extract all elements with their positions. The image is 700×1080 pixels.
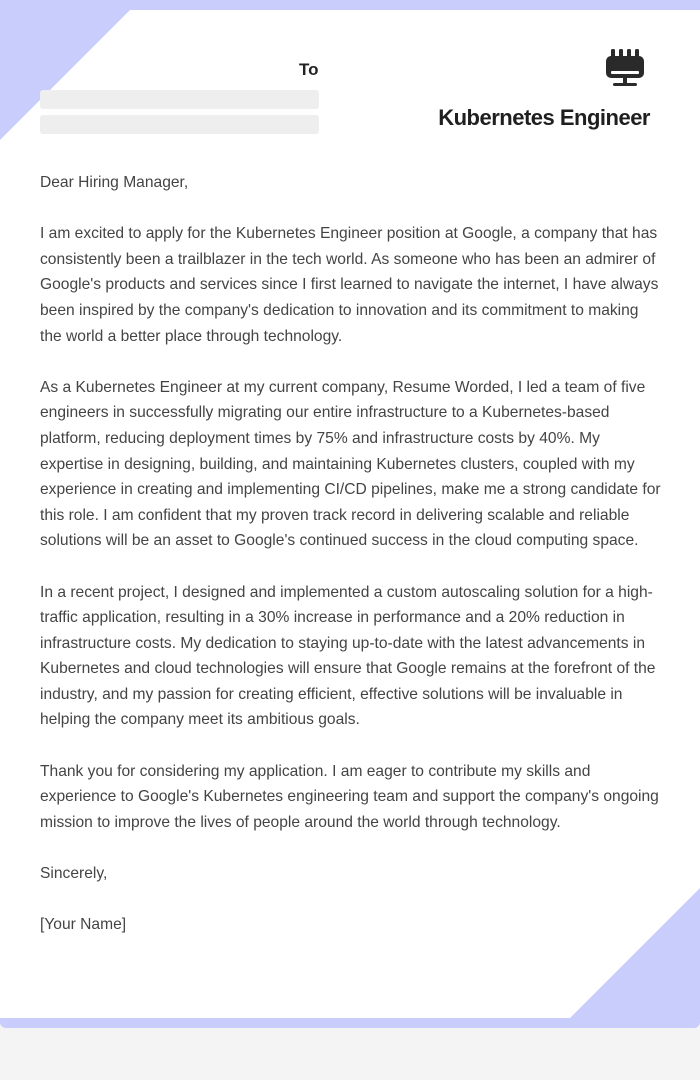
letter-body (40, 170, 662, 963)
letter-paragraph: I am excited to apply for the Kubernetes Engineer position at Google, a company that has consistently been a trailblazer in the tech world. As someone who has been an admirer of Google's products and services since I first learned to navigate the internet, I have always been inspired by the company's dedication to innovation and its commitment to making the world a better place through technology. (40, 225, 659, 345)
recipient-name-placeholder (40, 90, 319, 109)
recipient-to-label: To (299, 60, 319, 79)
letter-paragraph: In a recent project, I designed and implemented a custom autoscaling solution for a high-traffic application, resulting in a 30% increase in performance and a 20% reduction in infrastructure costs. My dedication to staying up-to-date with the latest advancements in Kubernetes and cloud technologies will ensure that Google remains at the forefront of the industry, and my passion for creating efficient, effective solutions will be invaluable in helping the company meet its ambitious goals. (40, 583, 656, 729)
letter-salutation: Dear Hiring Manager, (40, 174, 189, 191)
letter-paragraph: As a Kubernetes Engineer at my current company, Resume Worded, I led a team of five engineers in successfully migrating our entire infrastructure to a Kubernetes-based platform, reducing deployment times by 75% and infrastructure costs by 40%. My expertise in designing, building, and maintaining Kubernetes clusters, coupled with my experience in creating and implementing CI/CD pipelines, make me a strong candidate for this role. I am confident that my proven track record in delivering scalable and reliable solutions will be an asset to Google's continued success in the cloud computing space. (40, 378, 661, 550)
job-title-heading: Kubernetes Engineer (438, 105, 650, 130)
server-rack-icon (603, 44, 647, 88)
letter-paragraph: Thank you for considering my application. I am eager to contribute my skills and experience to Google's Kubernetes engineering team and support the company's ongoing mission to improve the lives of people around the world through technology. (40, 762, 659, 831)
letter-closing: Sincerely, (40, 865, 108, 883)
recipient-address-placeholder (40, 115, 319, 134)
letter-signature: [Your Name] (40, 916, 127, 934)
cover-letter-page (0, 10, 700, 1018)
